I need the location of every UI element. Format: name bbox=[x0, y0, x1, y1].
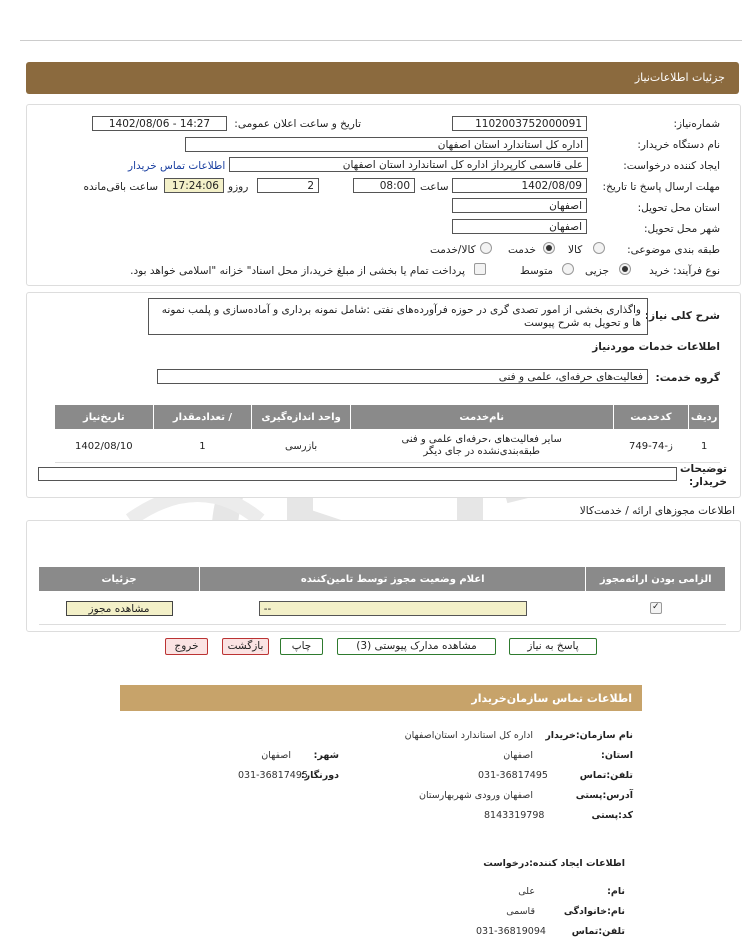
services-table bbox=[54, 404, 720, 463]
city-contact-value: اصفهان bbox=[261, 750, 291, 761]
service-group-field: فعالیت‌های حرفه‌ای، علمی و فنی bbox=[157, 369, 648, 384]
creator-phone-label: تلفن:تماس bbox=[571, 926, 625, 937]
deadline-date-field: 1402/08/09 bbox=[452, 178, 587, 193]
services-title: اطلاعات خدمات موردنیاز bbox=[592, 341, 720, 353]
col-code: کدخدمت bbox=[613, 405, 689, 430]
province-label: استان محل تحویل: bbox=[637, 202, 720, 214]
details-cell bbox=[39, 592, 200, 625]
permits-table bbox=[38, 566, 726, 625]
creator-phone-value: 031-36819094 bbox=[476, 926, 546, 937]
permit-status-field[interactable]: -- bbox=[259, 601, 527, 616]
creator-info-title: اطلاعات ایجاد کننده:درخواست bbox=[483, 858, 625, 869]
phone-label: تلفن:تماس bbox=[579, 770, 633, 781]
cell-date: 1402/08/10 bbox=[55, 430, 154, 463]
category-label: طبقه بندی موضوعی: bbox=[627, 244, 720, 256]
deadline-label: مهلت ارسال پاسخ تا تاریخ: bbox=[602, 181, 720, 193]
buyer-contact-link[interactable]: اطلاعات تماس خریدار bbox=[128, 160, 226, 172]
payment-note: پرداخت تمام یا بخشی از مبلغ خرید،از محل اسناد" خزانه "اسلامی خواهد بود. bbox=[130, 265, 465, 277]
col-unit: واحد اندازه‌گیری bbox=[252, 405, 351, 430]
cell-name: سایر فعالیت‌های ،حرفه‌ای علمی و فنی طبقه‌بندی‌نشده در جای دیگر bbox=[350, 430, 613, 463]
general-desc-label: شرح کلی نیاز: bbox=[644, 310, 720, 322]
creator-family-value: قاسمی bbox=[506, 906, 535, 917]
buyer-notes-field bbox=[38, 467, 677, 481]
province-contact-label: استان: bbox=[601, 750, 633, 761]
top-divider bbox=[20, 40, 742, 41]
process-medium-radio[interactable] bbox=[562, 263, 574, 275]
deadline-time-field: 08:00 bbox=[353, 178, 415, 193]
exit-button[interactable]: خروج bbox=[165, 638, 208, 655]
col-details: جزئیات bbox=[39, 567, 200, 592]
postal-value: 8143319798 bbox=[484, 810, 545, 821]
print-button[interactable]: چاپ bbox=[280, 638, 323, 655]
announce-field: 1402/08/06 - 14:27 bbox=[92, 116, 227, 131]
province-field: اصفهان bbox=[452, 198, 587, 213]
postal-label: کد:پستی bbox=[591, 810, 633, 821]
buyer-field: اداره کل استاندارد استان اصفهان bbox=[185, 137, 588, 152]
col-status: اعلام وضعیت مجوز توسط تامین‌کننده bbox=[199, 567, 585, 592]
cell-unit: بازرسی bbox=[252, 430, 351, 463]
city-field: اصفهان bbox=[452, 219, 587, 234]
col-date: تاریخ‌نیاز bbox=[55, 405, 154, 430]
time-label: ساعت bbox=[420, 181, 449, 193]
creator-name-value: علی bbox=[518, 886, 535, 897]
required-cell bbox=[586, 592, 726, 625]
process-medium-label: متوسط bbox=[520, 265, 553, 277]
required-checkbox[interactable]: ✓ bbox=[650, 602, 662, 614]
table-row bbox=[55, 430, 720, 463]
creator-name-label: نام: bbox=[607, 886, 625, 897]
page-title: جزئیات اطلاعات‌نیاز bbox=[634, 71, 725, 84]
col-name: نام‌خدمت bbox=[350, 405, 613, 430]
permits-title: اطلاعات مجوزهای ارائه / خدمت‌کالا bbox=[579, 505, 735, 517]
process-partial-label: جزیی bbox=[585, 265, 609, 277]
fax-value: 031-36817495 bbox=[238, 770, 308, 781]
address-value: اصفهان ورودی شهربهارستان bbox=[418, 790, 533, 801]
remaining-time-field: 17:24:06 bbox=[164, 178, 224, 193]
col-qty: / تعدادمقدار bbox=[153, 405, 252, 430]
fax-label: دورنگار: bbox=[300, 770, 339, 781]
days-field: 2 bbox=[257, 178, 319, 193]
contact-title: اطلاعات تماس سازمان‌خریدار bbox=[471, 692, 632, 705]
view-permit-button[interactable]: مشاهده مجوز bbox=[66, 601, 173, 616]
need-number-field: 1102003752000091 bbox=[452, 116, 587, 131]
page-header bbox=[26, 62, 739, 94]
contact-header bbox=[120, 685, 642, 711]
category-goods-service-radio[interactable] bbox=[480, 242, 492, 254]
creator-family-label: نام:خانوادگی bbox=[563, 906, 625, 917]
service-group-label: گروه خدمت: bbox=[655, 372, 720, 384]
back-button[interactable]: بازگشت bbox=[222, 638, 269, 655]
reply-button[interactable]: پاسخ به نیاز bbox=[509, 638, 597, 655]
creator-label: ایجاد کننده درخواست: bbox=[623, 160, 720, 172]
col-required: الزامی بودن ارائه‌مجوز bbox=[586, 567, 726, 592]
address-label: آدرس:پستی bbox=[575, 790, 633, 801]
permit-row bbox=[39, 592, 726, 625]
general-desc-field: واگذاری بخشی از امور تصدی گری در حوزه فرآورده‌های نفتی :شامل نمونه برداری و آماده‌سازی و پلمب نمونه ها و تحویل به شرح پیوست bbox=[148, 298, 648, 335]
info-panel bbox=[26, 104, 741, 286]
org-value: اداره کل استاندارد استان‌اصفهان bbox=[404, 730, 533, 741]
category-goods-radio[interactable] bbox=[593, 242, 605, 254]
buyer-label: نام دستگاه خریدار: bbox=[637, 139, 720, 151]
col-row: ردیف bbox=[689, 405, 720, 430]
status-cell bbox=[199, 592, 585, 625]
province-contact-value: اصفهان bbox=[503, 750, 533, 761]
creator-field: علی قاسمی کارپرداز اداره کل استاندارد استان اصفهان bbox=[229, 157, 588, 172]
city-label: شهر محل تحویل: bbox=[644, 223, 720, 235]
category-goods-label: کالا bbox=[568, 244, 583, 256]
process-label: نوع فرآیند: خرید bbox=[649, 265, 720, 277]
phone-value: 031-36817495 bbox=[478, 770, 548, 781]
payment-checkbox[interactable] bbox=[474, 263, 486, 275]
category-goods-service-label: کالا/خدمت bbox=[430, 244, 476, 256]
city-contact-label: شهر: bbox=[313, 750, 339, 761]
cell-code: ز-74-749 bbox=[613, 430, 689, 463]
days-label: روزو bbox=[228, 181, 249, 193]
remaining-label: ساعت باقی‌مانده bbox=[83, 181, 158, 193]
org-label: نام سازمان:خریدار bbox=[545, 730, 633, 741]
announce-label: تاریخ و ساعت اعلان عمومی: bbox=[234, 118, 361, 130]
cell-row: 1 bbox=[689, 430, 720, 463]
cell-qty: 1 bbox=[153, 430, 252, 463]
buyer-notes-label: توضیحات خریدار: bbox=[679, 463, 727, 488]
view-documents-button[interactable]: مشاهده مدارک پیوستی (3) bbox=[337, 638, 496, 655]
need-number-label: شماره‌نیاز: bbox=[673, 118, 720, 130]
category-service-radio[interactable] bbox=[543, 242, 555, 254]
process-partial-radio[interactable] bbox=[619, 263, 631, 275]
category-service-label: خدمت bbox=[508, 244, 536, 256]
